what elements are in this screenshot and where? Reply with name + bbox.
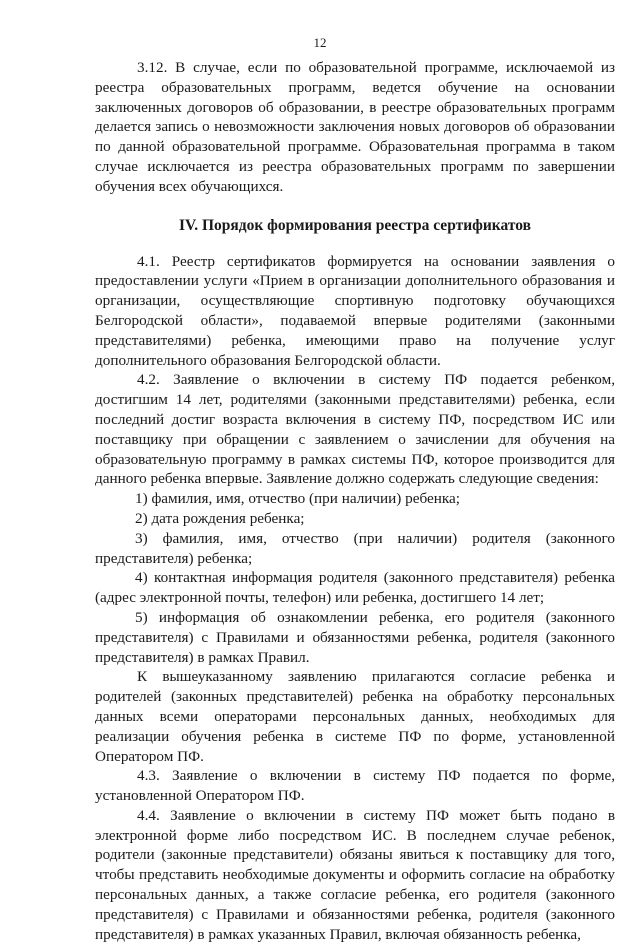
list-item: 1) фамилия, имя, отчество (при наличии) ребенка; bbox=[135, 490, 460, 508]
paragraph-3-12: 3.12. В случае, если по образовательной программе, исключаемой из реестра образовательных программ, ведется обучение на основании заключенных договоров об образовании, в реестре образовательных программ делается запись о невозможности заключения новых договоров об образовании по данной образовательной программе. Образовательная программа в таком случае исключается из реестра образовательных программ по завершении обучения всех обучающихся. bbox=[95, 59, 615, 195]
list-item: 2) дата рождения ребенка; bbox=[135, 509, 305, 527]
paragraph-4-4: 4.4. Заявление о включении в систему ПФ может быть подано в электронной форме либо посредством ИС. В последнем случае ребенок, родители (законные представители) обязаны явиться к поставщику для того, чтобы представить необходимые документы и оформить согласие на обработку персональных данных, а также согласие ребенка, его родителя (законного представителя) с Правилами и обязанностями ребенка, родителя (законного представителя) в рамках указанных Правил, включая обязанность ребенка, bbox=[95, 806, 615, 943]
paragraph-consent: К вышеуказанному заявлению прилагаются согласие ребенка и родителей (законных представителей) ребенка на обработку персональных данных всеми операторами персональных данных, необходимых для реализации обучения ребенка в системе ПФ по форме, установленной Оператором ПФ. bbox=[95, 668, 615, 765]
section-title: IV. Порядок формирования реестра сертификатов bbox=[178, 216, 531, 234]
list-item: 3) фамилия, имя, отчество (при наличии) родителя (законного представителя) ребенка; bbox=[95, 529, 615, 567]
list-item: 4) контактная информация родителя (законного представителя) ребенка (адрес электронной почты, телефон) или ребенка, достигшего 14 лет; bbox=[95, 569, 615, 607]
page-number: 12 bbox=[313, 35, 327, 50]
document-body bbox=[95, 58, 615, 944]
paragraph-4-3: 4.3. Заявление о включении в систему ПФ подается по форме, установленной Оператором ПФ. bbox=[95, 767, 615, 805]
paragraph-4-1: 4.1. Реестр сертификатов формируется на основании заявления о предоставлении услуги «Прием в организации дополнительного образования и организации, осуществляющие спортивную подготовку обучающихся Белгородской области», подаваемой впервые родителями (законными представителями) ребенка, имеющими право на получение услуг дополнительного образования Белгородской области. bbox=[95, 252, 615, 369]
paragraph-4-2: 4.2. Заявление о включении в систему ПФ подается ребенком, достигшим 14 лет, родителями (законными представителями) ребенка, если последний достиг возраста включения в систему ПФ, посредством ИС или поставщику при обращении с заявлением о зачислении для обучения на образовательную программу в рамках системы ПФ, которое производится для данного ребенка впервые. Заявление должно содержать следующие сведения: bbox=[95, 371, 615, 488]
list-item: 5) информация об ознакомлении ребенка, его родителя (законного представителя) с Правилами и обязанностями ребенка, родителя (законного представителя) в рамках Правил. bbox=[95, 608, 615, 666]
